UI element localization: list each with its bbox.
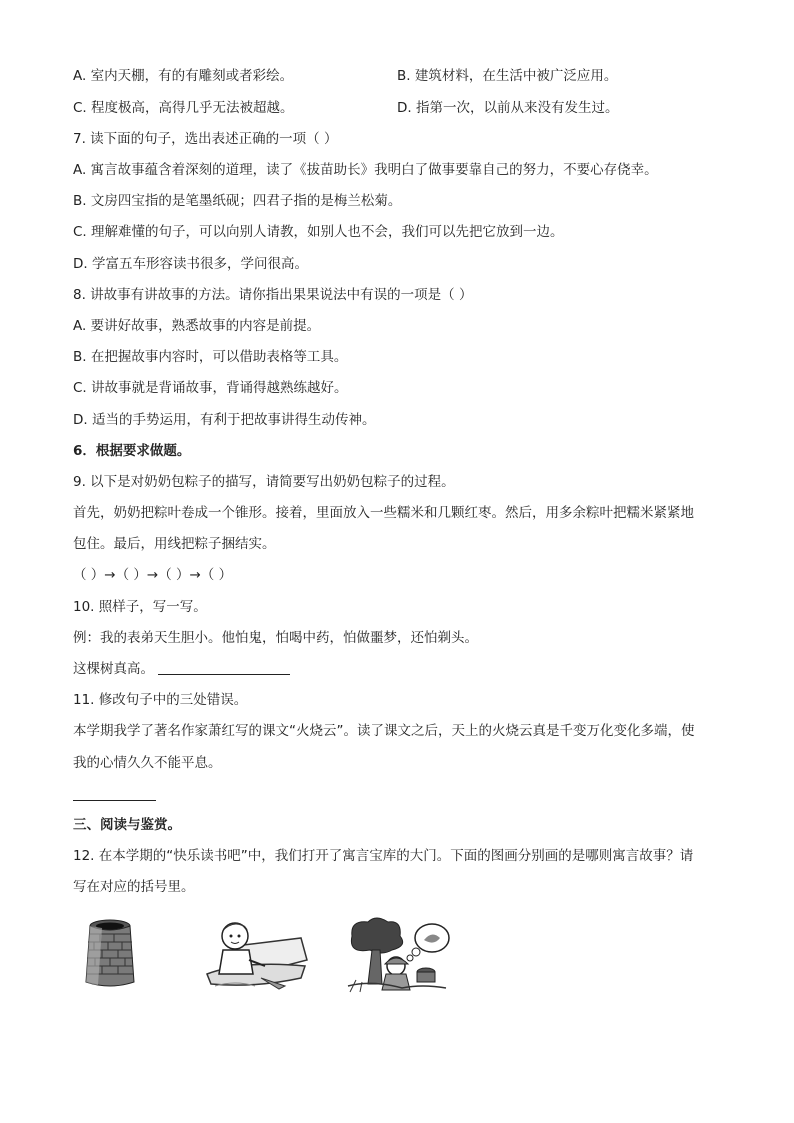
q7-stem: 7. 读下面的句子，选出表述正确的一项（ ）	[73, 131, 338, 147]
q10-example: 例：我的表弟天生胆小。他怕鬼，怕喝中药，怕做噩梦，还怕剃头。	[73, 630, 478, 646]
q12-text-line2: 写在对应的括号里。	[73, 879, 195, 895]
q11-stem: 11. 修改句子中的三处错误。	[73, 692, 248, 708]
q6-option-d: D. 指第一次，以前从来没有发生过。	[397, 100, 619, 116]
q8-stem: 8. 讲故事有讲故事的方法。请你指出果果说法中有误的一项是（ ）	[73, 287, 473, 303]
q8-option-c: C. 讲故事就是背诵故事，背诵得越熟练越好。	[73, 380, 348, 396]
q9-stem: 9. 以下是对奶奶包粽子的描写，请简要写出奶奶包粽子的过程。	[73, 474, 455, 490]
q12-text-line1: 12. 在本学期的“快乐读书吧”中，我们打开了寓言宝库的大门。下面的图画分别画的是哪则寓言故事？请	[73, 848, 694, 864]
q9-text-line2: 包住。最后，用线把粽子捆结实。	[73, 536, 276, 552]
q10-answer-line[interactable]	[158, 660, 290, 675]
q8-option-b: B. 在把握故事内容时，可以借助表格等工具。	[73, 349, 348, 365]
q10-prompt-row	[73, 660, 290, 678]
q6-option-c: C. 程度极高，高得几乎无法被超越。	[73, 100, 294, 116]
q9-text-line1: 首先，奶奶把粽叶卷成一个锥形。接着，里面放入一些糯米和几颗红枣。然后，用多余粽叶把糯米紧紧地	[73, 505, 694, 521]
q10-stem: 10. 照样子，写一写。	[73, 599, 207, 615]
q11-text-line1: 本学期我学了著名作家萧红写的课文“火烧云”。读了课文之后，天上的火烧云真是千变万化变化多端，使	[73, 723, 695, 739]
well-illustration	[80, 918, 140, 990]
q7-option-d: D. 学富五车形容读书很多，学问很高。	[73, 256, 308, 272]
q8-option-d: D. 适当的手势运用，有利于把故事讲得生动传神。	[73, 412, 376, 428]
section-6-heading: 6．根据要求做题。	[73, 443, 191, 459]
q7-option-c: C. 理解难懂的句子，可以向别人请教，如别人也不会，我们可以先把它放到一边。	[73, 224, 564, 240]
q7-option-b: B. 文房四宝指的是笔墨纸砚；四君子指的是梅兰松菊。	[73, 193, 402, 209]
q8-option-a: A. 要讲好故事，熟悉故事的内容是前提。	[73, 318, 321, 334]
separator-rule	[73, 800, 156, 801]
q11-text-line2: 我的心情久久不能平息。	[73, 755, 222, 771]
q6-option-a: A. 室内天棚，有的有雕刻或者彩绘。	[73, 68, 294, 84]
q6-option-b: B. 建筑材料，在生活中被广泛应用。	[397, 68, 618, 84]
q10-prompt: 这棵树真高。	[73, 661, 154, 677]
section-3-heading: 三、阅读与鉴赏。	[73, 817, 181, 833]
q7-option-a: A. 寓言故事蕴含着深刻的道理，读了《拔苗助长》我明白了做事要靠自己的努力，不要心存侥幸。	[73, 162, 658, 178]
q9-answer-blanks[interactable]: （ ）→（ ）→（ ）→（ ）	[73, 567, 233, 583]
boat-person-illustration	[205, 916, 310, 994]
tree-stump-illustration	[342, 914, 454, 994]
